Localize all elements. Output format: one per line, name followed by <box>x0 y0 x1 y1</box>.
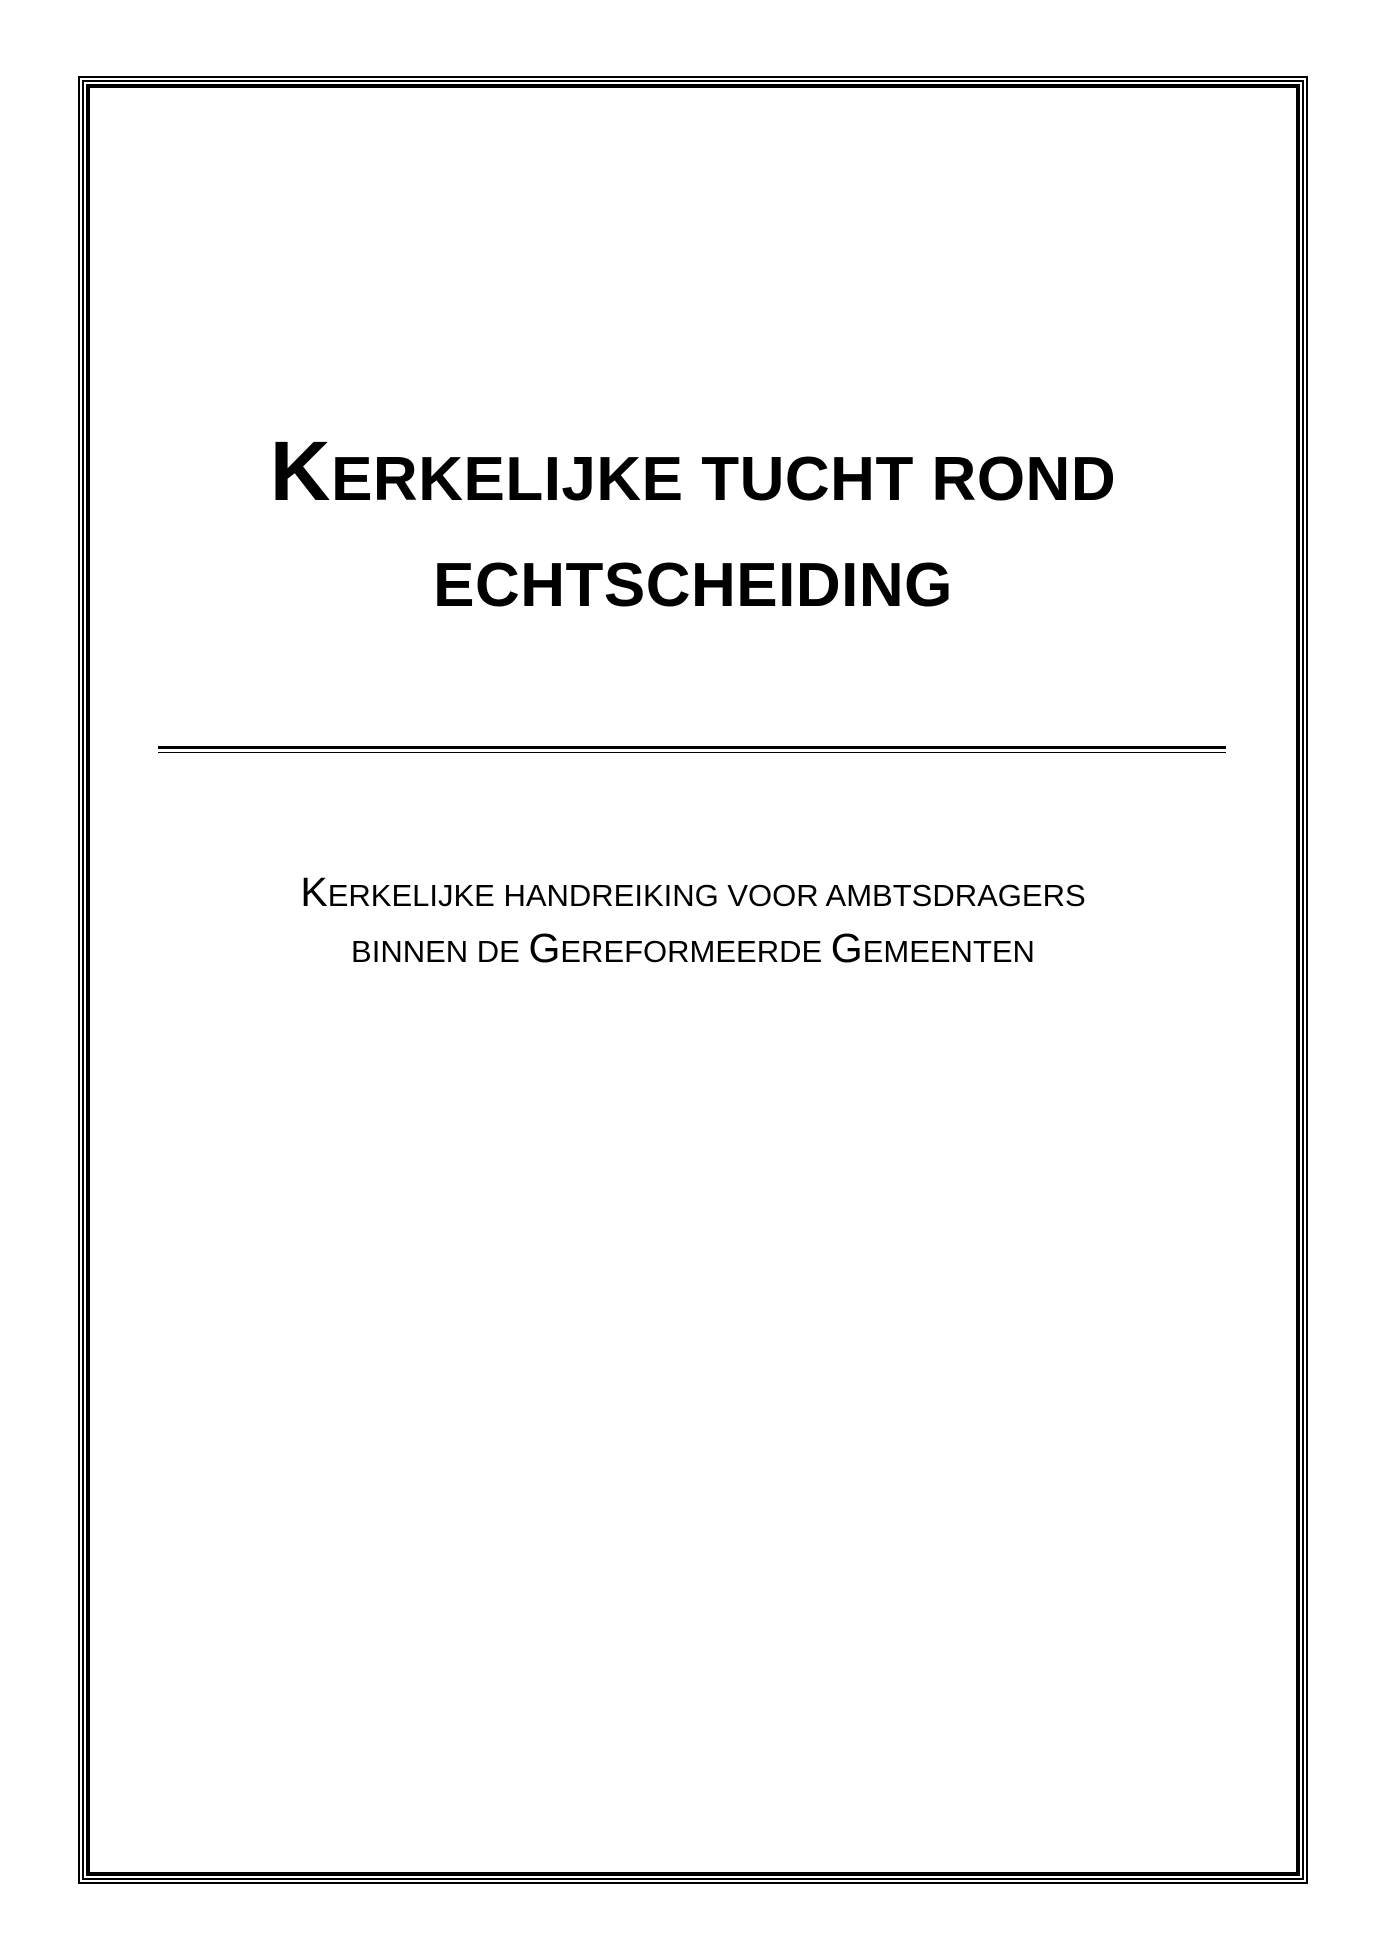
title-line-1-text: ERKELIJKE TUCHT ROND <box>331 445 1117 514</box>
document-subtitle <box>86 866 1300 978</box>
title-line-1 <box>86 418 1300 533</box>
title-initial-capital: K <box>269 424 332 518</box>
subtitle-line-1-text: ERKELIJKE HANDREIKING VOOR AMBTSDRAGERS <box>327 878 1086 913</box>
subtitle-line-2-text-c: EMEENTEN <box>862 934 1035 969</box>
divider-rule-thick <box>158 746 1226 749</box>
subtitle-capital-g-1: G <box>528 925 561 971</box>
page-border-inner <box>86 84 1300 1876</box>
subtitle-line-2-text-a: BINNEN DE <box>351 934 529 969</box>
subtitle-line-2 <box>86 922 1300 978</box>
document-title <box>86 418 1300 639</box>
subtitle-line-1 <box>86 866 1300 922</box>
divider-rule-thin <box>158 752 1226 753</box>
subtitle-capital-g-2: G <box>830 925 863 971</box>
subtitle-line-2-text-b: EREFORMEERDE <box>560 934 831 969</box>
subtitle-initial-capital: K <box>300 869 328 915</box>
title-line-2: ECHTSCHEIDING <box>433 551 953 620</box>
